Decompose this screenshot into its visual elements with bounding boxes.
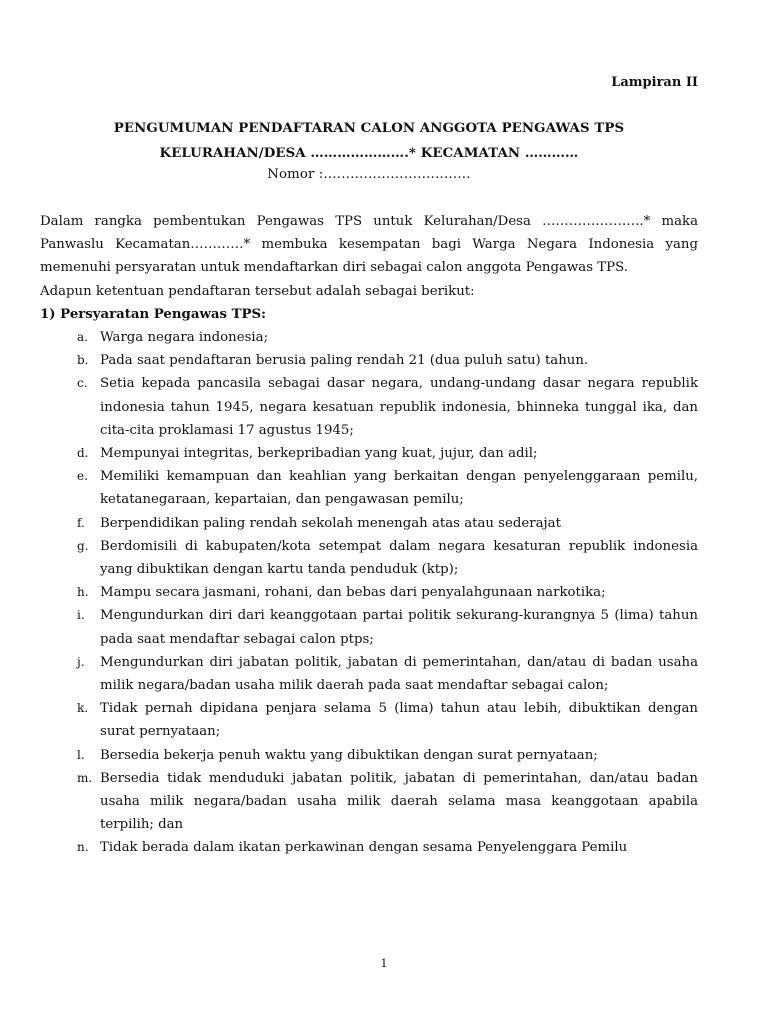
list-item (40, 604, 698, 650)
list-marker: l. (77, 747, 85, 762)
intro-paragraph: Dalam rangka pembentukan Pengawas TPS untuk Kelurahan/Desa …………………..* maka Panwaslu Kecamatan…………* membuka kesempatan bagi Warga Negara Indonesia yang memenuhi persyaratan untuk mendaftarkan diri sebagai calon anggota Pengawas TPS. (40, 214, 698, 276)
list-item-text: Mampu secara jasmani, rohani, dan bebas dari penyalahgunaan narkotika; (100, 585, 606, 601)
list-item-text: Berpendidikan paling rendah sekolah menengah atas atau sederajat (100, 515, 561, 531)
list-item (40, 442, 698, 465)
list-marker: n. (77, 840, 89, 855)
list-item (40, 512, 698, 535)
list-item-text: Pada saat pendaftaran berusia paling rendah 21 (dua puluh satu) tahun. (100, 353, 589, 369)
list-item-text: Warga negara indonesia; (100, 330, 269, 346)
list-marker: b. (77, 353, 89, 368)
list-item (40, 535, 698, 581)
list-item-text: Setia kepada pancasila sebagai dasar negara, undang-undang dasar negara republik indonesia tahun 1945, negara kesatuan republik indonesia, bhinneka tunggal ika, dan cita-cita proklamasi 17 agustus 1945; (100, 376, 698, 438)
requirements-list (40, 326, 698, 860)
list-item (40, 651, 698, 697)
list-item-text: Bersedia bekerja penuh waktu yang dibuktikan dengan surat pernyataan; (100, 747, 598, 763)
list-marker: d. (77, 446, 89, 461)
list-item (40, 581, 698, 604)
list-item-text: Memiliki kemampuan dan keahlian yang berkaitan dengan penyelenggaraan pemilu, ketatanegaraan, kepartaian, dan pengawasan pemilu; (100, 469, 698, 508)
list-marker: k. (77, 701, 89, 716)
list-item (40, 465, 698, 511)
list-marker: a. (77, 330, 88, 345)
document-body (40, 210, 698, 860)
document-number: Nomor :…………………………… (267, 167, 471, 182)
appendix-label: Lampiran II (611, 75, 698, 90)
list-item-text: Berdomisili di kabupaten/kota setempat dalam negara kesaturan republik indonesia yang dibuktikan dengan kartu tanda penduduk (ktp); (100, 538, 698, 578)
list-item-text: Bersedia tidak menduduki jabatan politik, jabatan di pemerintahan, dan/atau badan usaha milik negara/badan usaha milik daerah selama masa keanggotaan apabila terpilih; dan (100, 770, 698, 833)
list-item (40, 767, 698, 837)
list-marker: e. (77, 469, 88, 484)
intro-followup: Adapun ketentuan pendaftaran tersebut adalah sebagai berikut: (40, 283, 475, 299)
list-marker: h. (77, 585, 89, 600)
list-item (40, 744, 698, 767)
list-item-text: Mengundurkan diri dari keanggotaan partai politik sekurang-kurangnya 5 (lima) tahun pada saat mendaftar sebagai calon ptps; (100, 608, 698, 647)
list-marker: f. (77, 515, 85, 530)
list-marker: j. (77, 654, 85, 669)
list-item (40, 697, 698, 743)
section-title-requirements: 1) Persyaratan Pengawas TPS: (40, 306, 267, 322)
list-item (40, 372, 698, 442)
list-item-text: Mempunyai integritas, berkepribadian yang kuat, jujur, dan adil; (100, 446, 538, 462)
list-item-text: Tidak berada dalam ikatan perkawinan dengan sesama Penyelenggara Pemilu (100, 840, 628, 856)
document-title: PENGUMUMAN PENDAFTARAN CALON ANGGOTA PENGAWAS TPS (113, 121, 625, 136)
list-item (40, 349, 698, 372)
list-item (40, 836, 698, 859)
list-item-text: Tidak pernah dipidana penjara selama 5 (lima) tahun atau lebih, dibuktikan dengan surat pernyataan; (100, 701, 698, 740)
list-marker: m. (77, 770, 93, 785)
list-marker: g. (77, 538, 89, 553)
document-subtitle: KELURAHAN/DESA ………………….* KECAMATAN ………… (159, 146, 579, 161)
list-item-text: Mengundurkan diri jabatan politik, jabatan di pemerintahan, dan/atau di badan usaha milik negara/badan usaha milik daerah pada saat mendaftar sebagai calon; (100, 654, 698, 694)
list-item (40, 326, 698, 349)
list-marker: i. (77, 608, 85, 623)
list-marker: c. (77, 376, 88, 391)
page-number: 1 (380, 957, 388, 970)
